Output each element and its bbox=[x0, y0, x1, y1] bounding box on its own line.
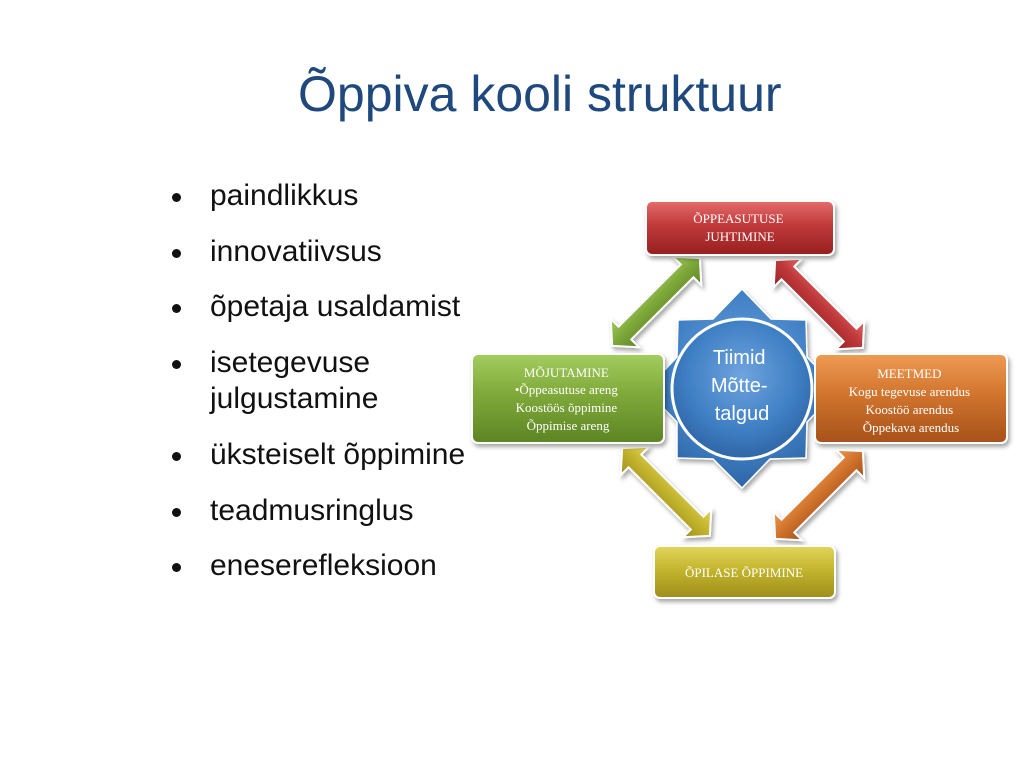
box-right-line-2: Kogu tegevuse arendus bbox=[848, 384, 971, 399]
box-left-line-2: •Õppeasutuse areng bbox=[514, 382, 618, 397]
bullet-text: eneserefleksioon bbox=[210, 549, 437, 583]
box-left-line-3: Koostöös õppimine bbox=[515, 400, 618, 415]
box-top-line-2: JUHTIMINE bbox=[705, 229, 775, 244]
bullet-text: isetegevuse julgustamine bbox=[210, 345, 379, 416]
box-left-line-1: MÕJUTAMINE bbox=[523, 365, 609, 380]
center-star bbox=[646, 289, 838, 488]
page-title: Õppiva kooli struktuur bbox=[298, 66, 782, 122]
bullet-text: üksteiselt õppimine bbox=[210, 437, 466, 471]
box-left bbox=[472, 354, 664, 443]
bullet-text: paindlikkus bbox=[210, 179, 359, 212]
box-right-line-3: Koostöö arendus bbox=[865, 402, 954, 417]
box-bottom-line-1: ÕPILASE ÕPPIMINE bbox=[684, 565, 804, 580]
center-line-3: talgud bbox=[714, 403, 770, 425]
center-line-1: Tiimid bbox=[712, 347, 766, 369]
box-right-line-4: Õppekava arendus bbox=[862, 420, 960, 435]
svg-text:ÕPILASE ÕPPIMINE bbox=[685, 565, 803, 580]
box-top-line-1: ÕPPEASUTUSE bbox=[693, 211, 784, 226]
bullet-text: teadmusringlus bbox=[210, 493, 414, 527]
box-right bbox=[815, 354, 1007, 443]
box-right-line-1: MEETMED bbox=[877, 366, 942, 381]
svg-text:Tiimid Mõtte- talg bbox=[711, 347, 773, 425]
box-top bbox=[646, 201, 834, 255]
box-bottom bbox=[654, 546, 835, 598]
box-left-line-4: Õppimise areng bbox=[526, 418, 610, 433]
bullet-text: õpetaja usaldamist bbox=[210, 290, 461, 324]
center-line-2: Mõtte- bbox=[710, 375, 768, 397]
bullet-text: innovatiivsus bbox=[210, 234, 382, 268]
